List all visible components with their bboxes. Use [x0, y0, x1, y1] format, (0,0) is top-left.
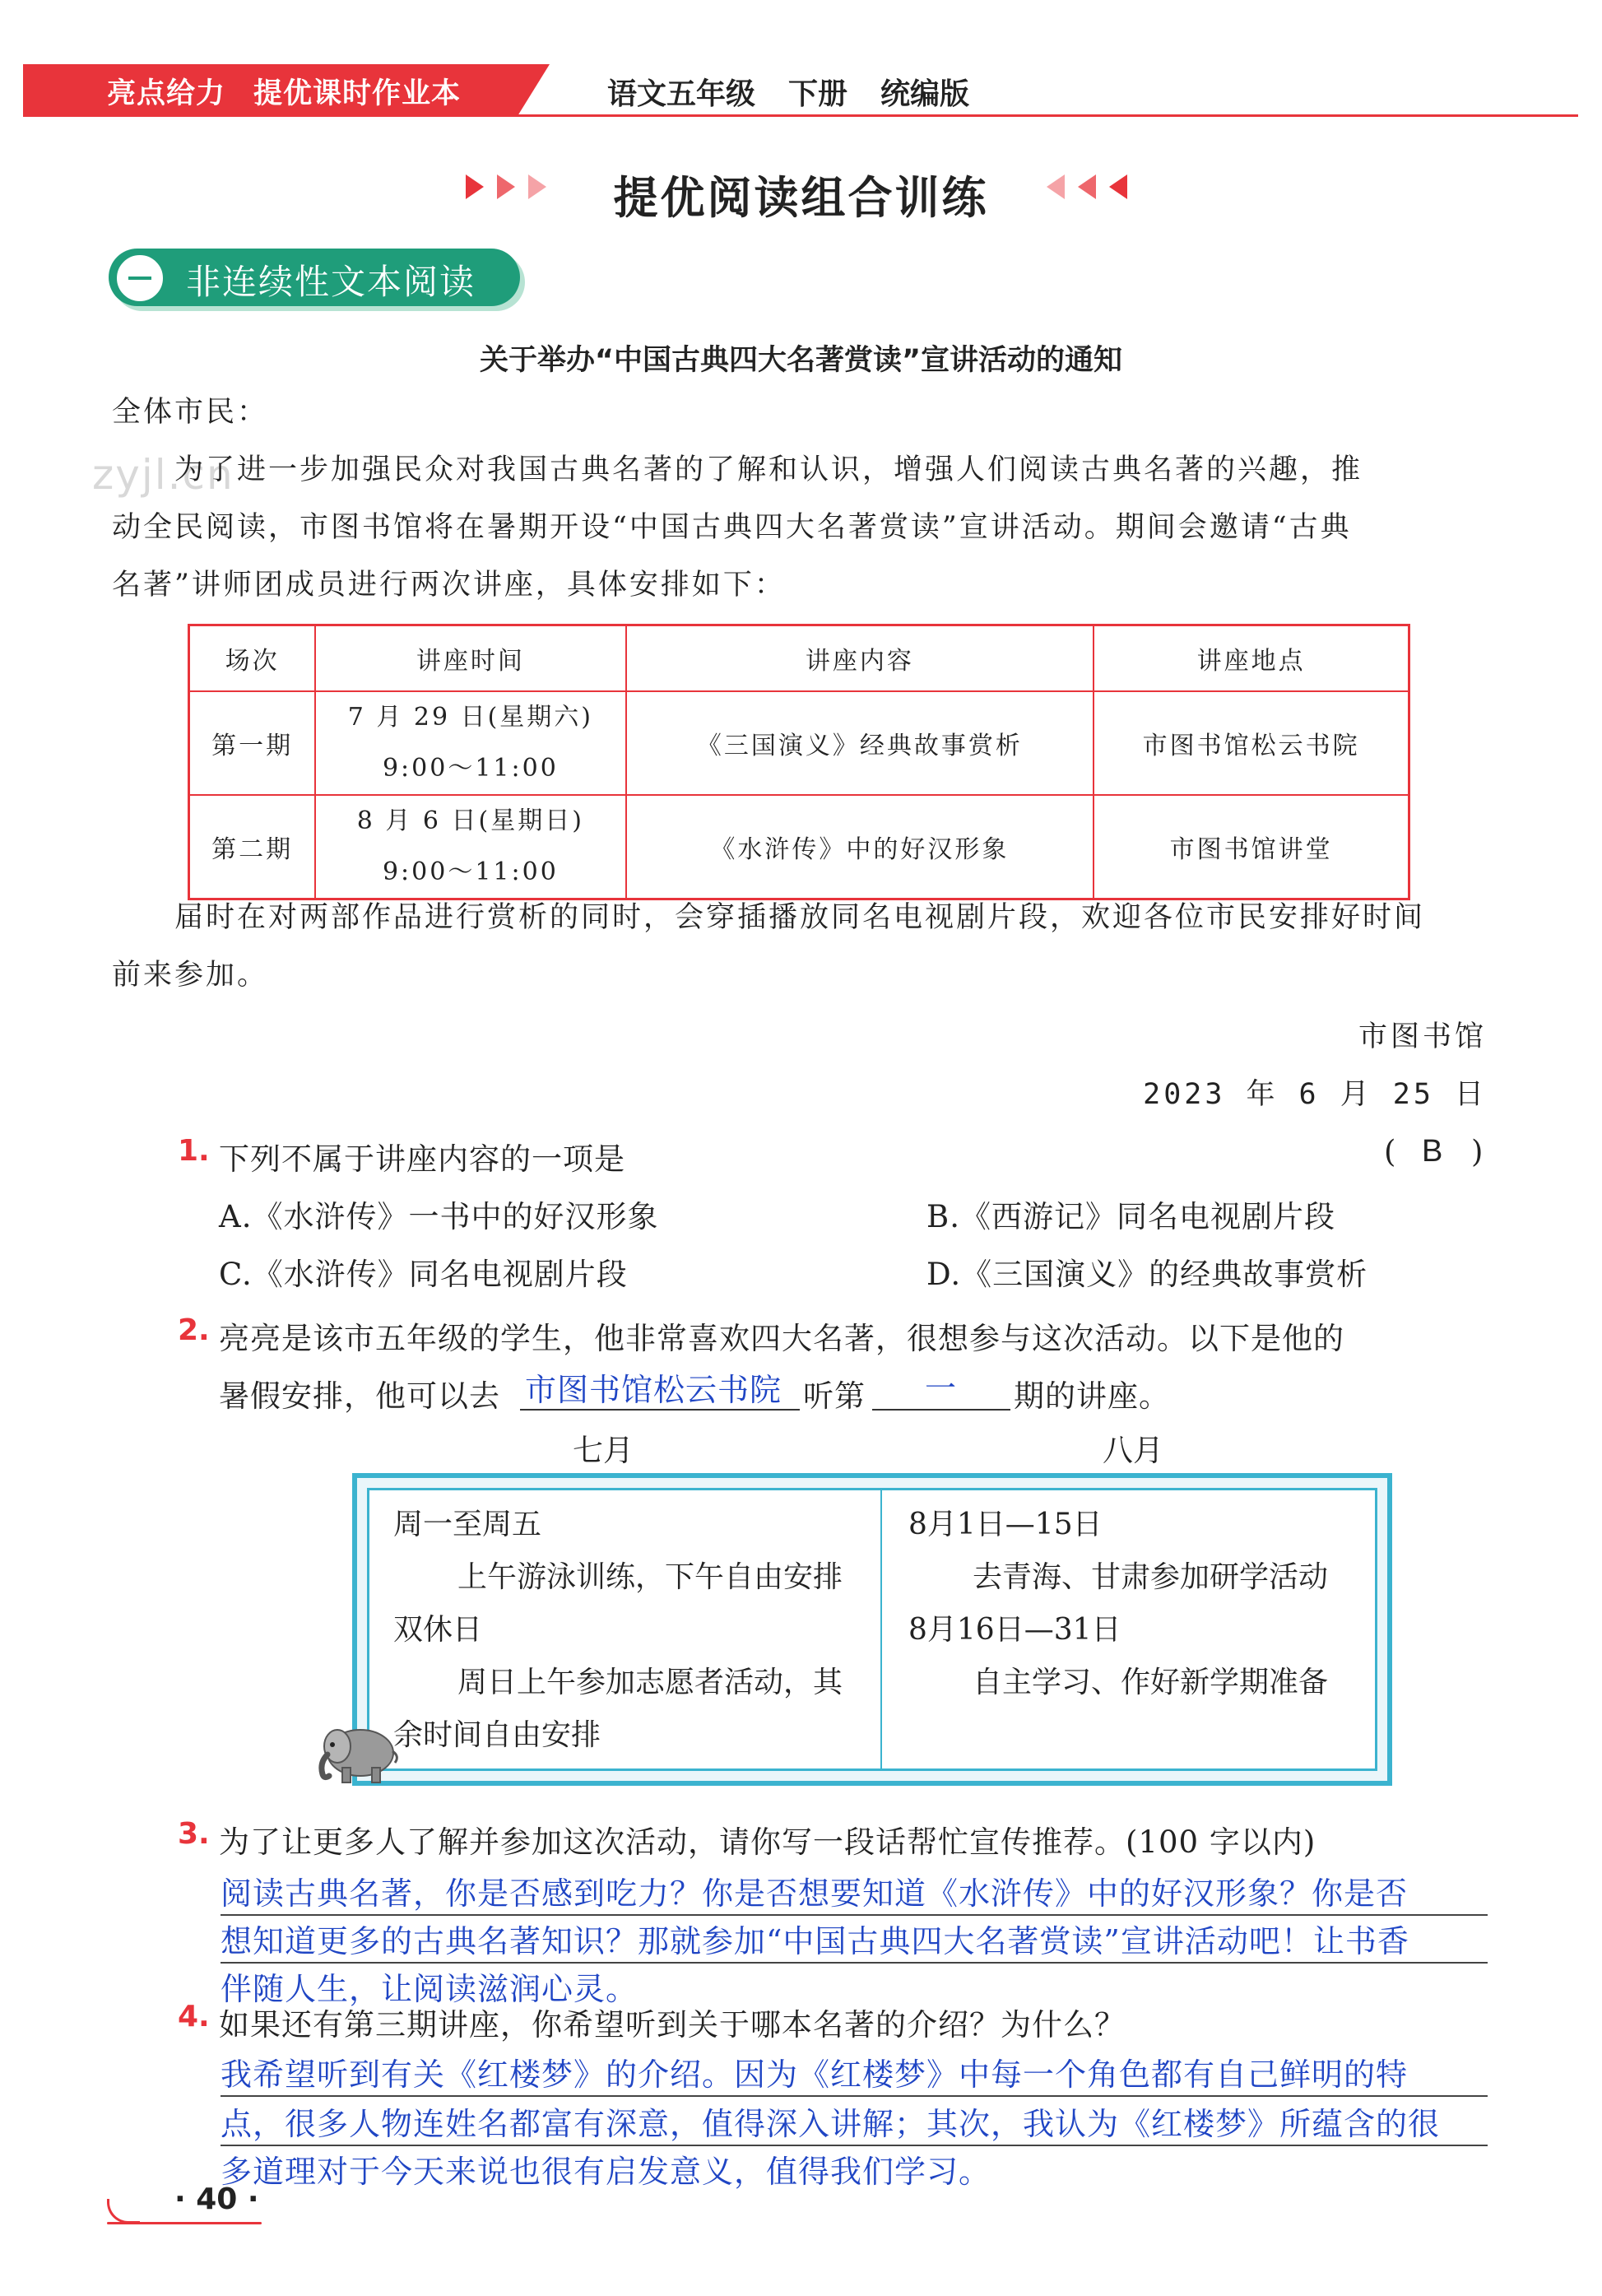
q4-answer-line: 多道理对于今天来说也很有启发意义，值得我们学习。	[221, 2154, 991, 2190]
time-text: 9:00～11:00	[382, 857, 559, 886]
table-header-cell: 讲座时间	[315, 625, 625, 691]
q1-answer: B	[1422, 1134, 1443, 1169]
content-cell: 《三国演义》经典故事赏析	[626, 691, 1094, 795]
arrow-left-icon	[1109, 174, 1127, 199]
july-schedule-line: 上午游泳训练，下午自由安排	[457, 1560, 843, 1594]
question-number: 2.	[178, 1313, 210, 1347]
table-header-cell: 讲座内容	[626, 625, 1094, 691]
place-cell: 市图书馆松云书院	[1094, 691, 1409, 795]
question-number: 4.	[178, 2000, 210, 2033]
question-text-part: 听第	[803, 1378, 866, 1414]
date-text: 7 月 29 日(星期六)	[347, 702, 593, 732]
q3-answer-line: 伴随人生，让阅读滋润心灵。	[221, 1971, 638, 2007]
header-brand	[107, 71, 489, 112]
q2-answer-place: 市图书馆松云书院	[525, 1372, 782, 1408]
page-number: · 40 ·	[174, 2182, 259, 2216]
watermark: zyjl.cn	[92, 451, 234, 499]
arrow-left-icon	[1078, 174, 1096, 199]
time-text: 9:00～11:00	[382, 753, 559, 783]
q3-answer-line: 想知道更多的古典名著知识？那就参加“中国古典四大名著赏读”宣讲活动吧！让书香	[221, 1923, 1409, 1959]
q4-answer-line: 我希望听到有关《红楼梦》的介绍。因为《红楼梦》中每一个角色都有自己鲜明的特	[221, 2057, 1409, 2093]
session-cell: 第一期	[189, 691, 316, 795]
answer-blank-line	[520, 1409, 800, 1411]
table-header-cell: 场次	[189, 625, 316, 691]
table-row	[189, 691, 1409, 795]
july-schedule-line: 双休日	[393, 1613, 483, 1647]
book-subject: 语文五年级	[607, 77, 756, 111]
section-number-icon	[114, 252, 166, 304]
july-schedule-line: 周日上午参加志愿者活动，其	[457, 1666, 843, 1699]
schedule-divider	[880, 1488, 882, 1771]
series-name: 提优课时作业本	[253, 77, 462, 110]
question-text: 亮亮是该市五年级的学生，他非常喜欢四大名著，很想参与这次活动。以下是他的	[219, 1321, 1344, 1356]
answer-blank-line	[872, 1409, 1010, 1411]
book-volume: 下册	[788, 77, 848, 111]
q2-answer-session: 一	[925, 1370, 958, 1406]
notice-body-line: 动全民阅读，市图书馆将在暑期开设“中国古典四大名著赏读”宣讲活动。期间会邀请“古典	[112, 511, 1352, 544]
q3-answer-line: 阅读古典名著，你是否感到吃力？你是否想要知道《水浒传》中的好汉形象？你是否	[221, 1875, 1409, 1912]
notice-signer: 市图书馆	[1358, 1020, 1487, 1053]
july-schedule-line: 余时间自由安排	[393, 1718, 601, 1752]
arrow-left-icon	[1047, 174, 1065, 199]
month-label-july: 七月	[573, 1433, 634, 1468]
august-schedule-line: 去青海、甘肃参加研学活动	[973, 1560, 1329, 1594]
time-cell	[315, 795, 625, 899]
question-number: 1.	[178, 1134, 210, 1168]
july-schedule-line: 周一至周五	[393, 1508, 542, 1541]
book-edition: 统编版	[880, 77, 970, 111]
option-b: B.《西游记》同名电视剧片段	[926, 1199, 1335, 1234]
session-cell: 第二期	[189, 795, 316, 899]
august-schedule-line: 自主学习、作好新学期准备	[973, 1666, 1329, 1699]
question-text: 下列不属于讲座内容的一项是	[219, 1141, 625, 1177]
header-book-info	[607, 71, 1002, 113]
notice-body-line: 为了进一步加强民众对我国古典名著的了解和认识，增强人们阅读古典名著的兴趣，推	[174, 453, 1363, 486]
month-label-august: 八月	[1103, 1433, 1163, 1468]
brand-name: 亮点给力	[107, 77, 226, 110]
q4-answer-line: 点，很多人物连姓名都富有深意，值得深入讲解；其次，我认为《红楼梦》所蕴含的很	[221, 2106, 1441, 2142]
notice-salutation: 全体市民：	[112, 396, 269, 429]
page-number-underline	[107, 2222, 262, 2224]
time-cell	[315, 691, 625, 795]
content-cell: 《水浒传》中的好汉形象	[626, 795, 1094, 899]
question-text-part: 暑假安排，他可以去	[219, 1378, 500, 1414]
question-text: 为了让更多人了解并参加这次活动，请你写一段话帮忙宣传推荐。(100 字以内)	[219, 1824, 1316, 1860]
question-text: 如果还有第三期讲座，你希望听到关于哪本名著的介绍？为什么？	[219, 2007, 1126, 2043]
question-text-part: 期的讲座。	[1014, 1378, 1170, 1414]
table-header-cell: 讲座地点	[1094, 625, 1409, 691]
answer-bracket-close: )	[1471, 1134, 1484, 1169]
table-header-row	[189, 625, 1409, 691]
elephant-icon	[313, 1720, 403, 1786]
lecture-schedule-table	[188, 624, 1410, 900]
date-text: 8 月 6 日(星期日)	[356, 806, 584, 835]
header-rule	[23, 114, 1578, 117]
option-d: D.《三国演义》的经典故事赏析	[926, 1257, 1368, 1292]
option-a: A.《水浒传》一书中的好汉形象	[219, 1199, 659, 1234]
place-cell: 市图书馆讲堂	[1094, 795, 1409, 899]
table-row	[189, 795, 1409, 899]
august-schedule-line: 8月1日—15日	[908, 1508, 1103, 1541]
page-number-ornament	[107, 2199, 140, 2224]
notice-closing-line: 届时在对两部作品进行赏析的同时，会穿插播放同名电视剧片段，欢迎各位市民安排好时间	[174, 901, 1426, 934]
answer-rule	[221, 2095, 1488, 2097]
option-c: C.《水浒传》同名电视剧片段	[219, 1257, 628, 1292]
notice-title: 关于举办“中国古典四大名著赏读”宣讲活动的通知	[479, 344, 1122, 377]
page-title: 提优阅读组合训练	[613, 172, 989, 224]
notice-date: 2023 年 6 月 25 日	[1143, 1078, 1487, 1111]
august-schedule-line: 8月16日—31日	[908, 1613, 1121, 1647]
answer-bracket-open: (	[1384, 1134, 1396, 1169]
question-number: 3.	[178, 1817, 210, 1851]
section-title: 非连续性文本阅读	[186, 262, 476, 302]
notice-closing-line: 前来参加。	[112, 959, 269, 992]
notice-body-line: 名著”讲师团成员进行两次讲座，具体安排如下：	[112, 569, 786, 602]
